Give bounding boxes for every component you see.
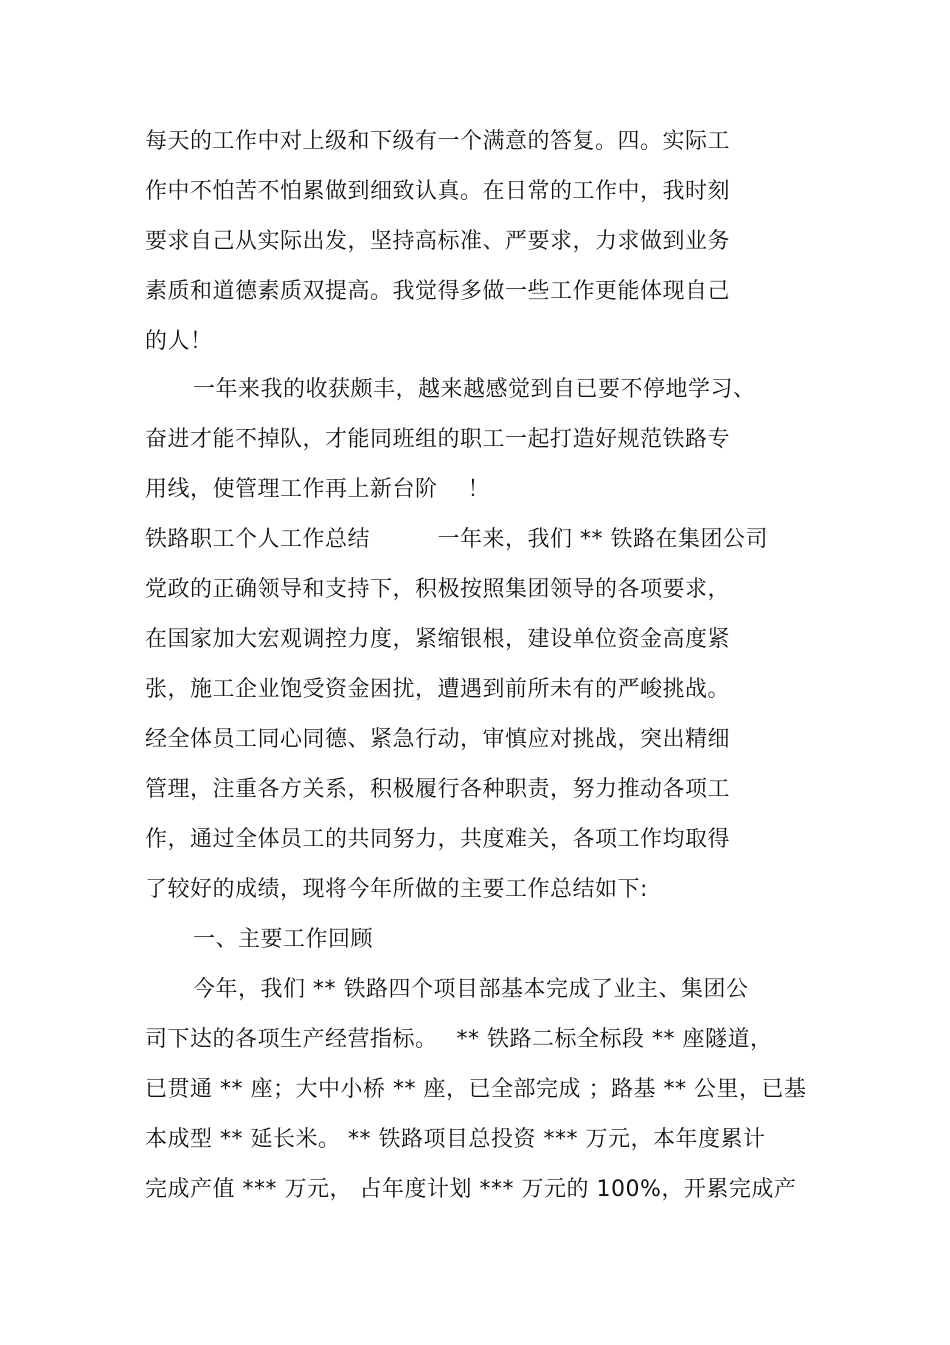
text-line: 在国家加大宏观调控力度，紧缩银根，建设单位资金高度紧 bbox=[145, 627, 731, 652]
section-title-line: 铁路职工个人工作总结 一年来，我们 ** 铁路在集团公司 bbox=[145, 527, 768, 552]
text-line: 的人！ bbox=[145, 329, 213, 354]
text-line: 已贯通 ** 座；大中小桥 ** 座，已全部完成 ；路基 ** 公里，已基 bbox=[145, 1077, 807, 1102]
text-line: 作，通过全体员工的共同努力，共度难关，各项工作均取得 bbox=[145, 827, 731, 852]
text-line: 作中不怕苦不怕累做到细致认真。在日常的工作中，我时刻 bbox=[145, 179, 731, 204]
text-line: 奋进才能不掉队，才能同班组的职工一起打造好规范铁路专 bbox=[145, 427, 731, 452]
text-line: 司下达的各项生产经营指标。 ** 铁路二标全标段 ** 座隧道， bbox=[145, 1027, 773, 1052]
text-line: 张，施工企业饱受资金困扰，遭遇到前所未有的严峻挑战。 bbox=[145, 677, 731, 702]
text-line: 要求自己从实际出发，坚持高标准、严要求，力求做到业务 bbox=[145, 229, 731, 254]
paragraph-start-line: 今年，我们 ** 铁路四个项目部基本完成了业主、集团公 bbox=[193, 977, 749, 1002]
text-line: 素质和道德素质双提高。我觉得多做一些工作更能体现自己 bbox=[145, 279, 731, 304]
text-line: 完成产值 *** 万元， 占年度计划 *** 万元的 100%，开累完成产 bbox=[145, 1177, 797, 1202]
text-line: 了较好的成绩，现将今年所做的主要工作总结如下: bbox=[145, 877, 648, 902]
text-line: 管理，注重各方关系，积极履行各种职责，努力推动各项工 bbox=[145, 777, 731, 802]
text-line: 本成型 ** 延长米。 ** 铁路项目总投资 *** 万元，本年度累计 bbox=[145, 1127, 766, 1152]
heading-line: 一、主要工作回顾 bbox=[193, 927, 374, 952]
text-line: 经全体员工同心同德、紧急行动，审慎应对挑战，突出精细 bbox=[145, 727, 731, 752]
text-line: 用线，使管理工作再上新台阶 ！ bbox=[145, 477, 490, 502]
paragraph-start-line: 一年来我的收获颇丰，越来越感觉到自已要不停地学习、 bbox=[193, 377, 756, 402]
text-line: 党政的正确领导和支持下，积极按照集团领导的各项要求， bbox=[145, 577, 731, 602]
text-line: 每天的工作中对上级和下级有一个满意的答复。四。实际工 bbox=[145, 129, 731, 154]
